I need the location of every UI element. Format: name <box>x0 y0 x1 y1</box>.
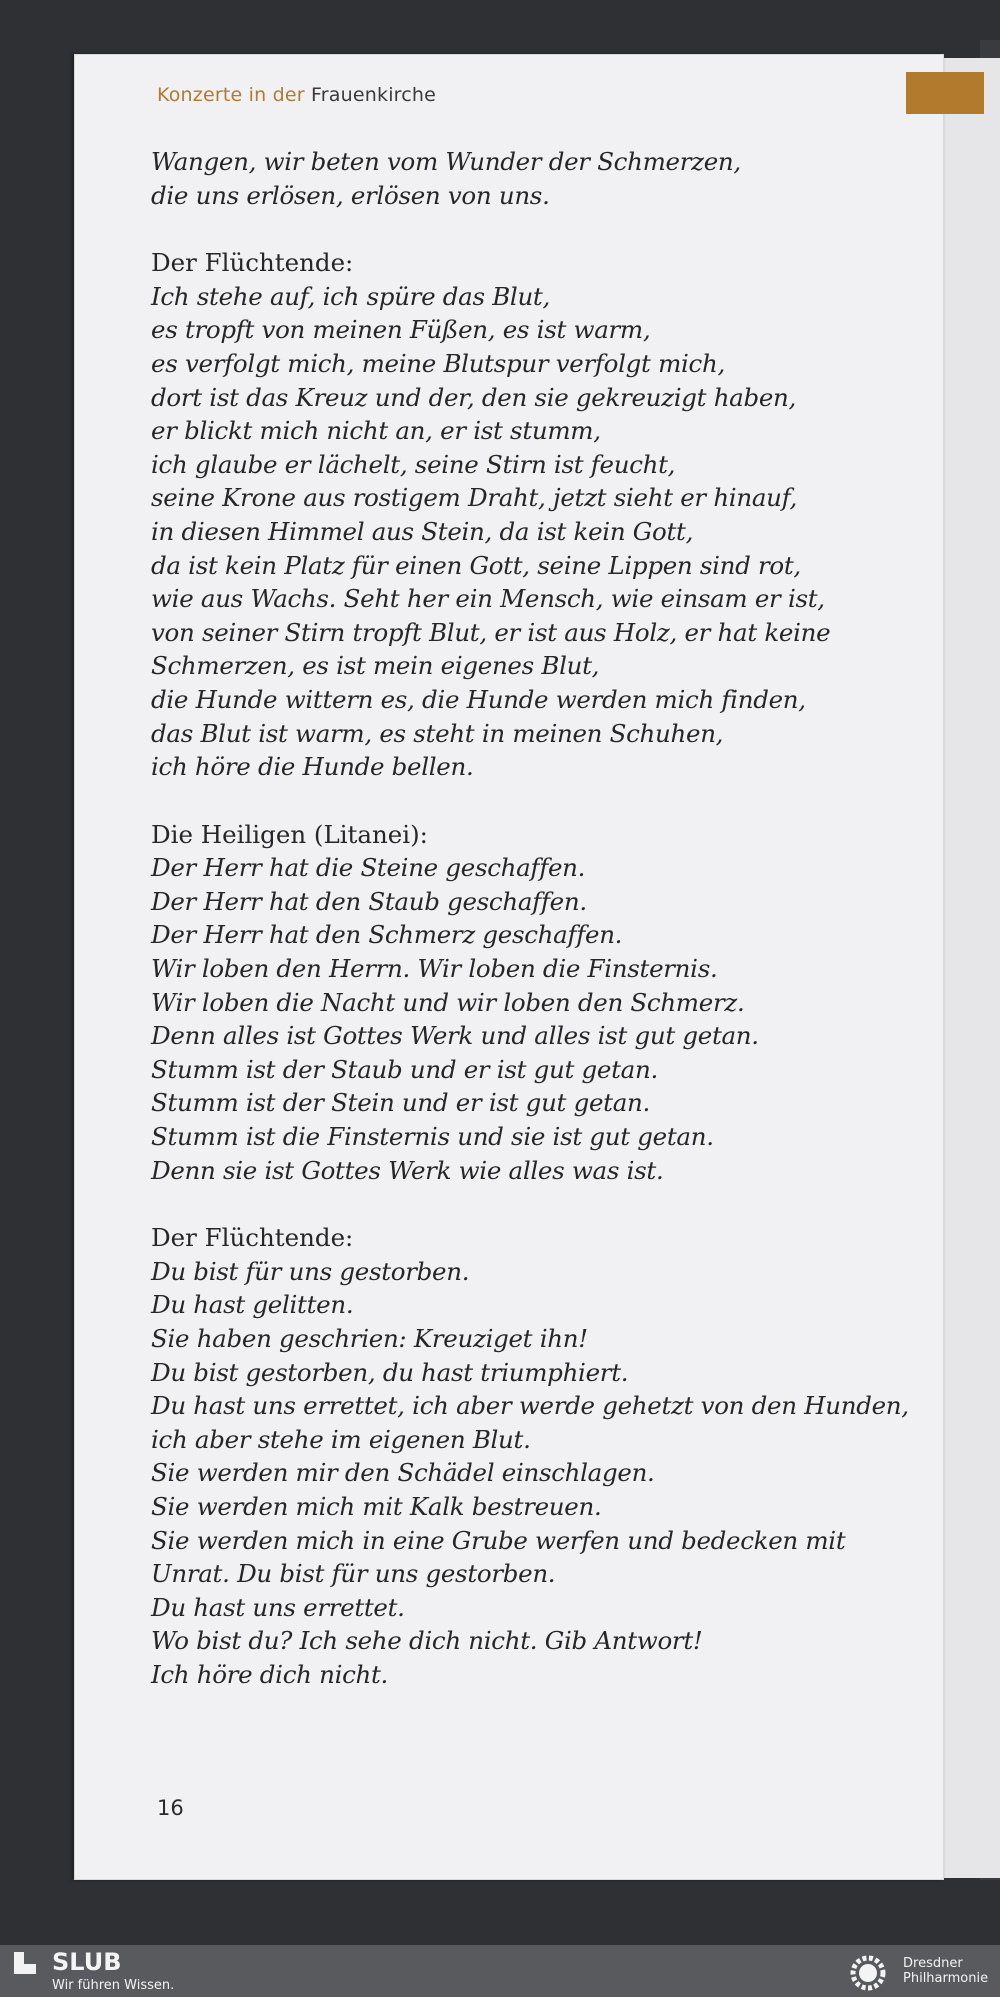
running-header <box>157 84 436 106</box>
header-venue: Frauenkirche <box>311 84 437 106</box>
next-page-edge <box>942 58 1000 1878</box>
verse-line: Sie haben geschrien: Kreuziget ihn! <box>151 1324 588 1353</box>
verse-line: das Blut ist warm, es steht in meinen Schuhen, <box>151 718 724 748</box>
stanza <box>151 246 911 784</box>
verse-line: die uns erlösen, erlösen von uns. <box>151 180 550 210</box>
verse-line: Denn alles ist Gottes Werk und alles ist gut getan. <box>151 1021 759 1051</box>
verse-line: er blickt mich nicht an, er ist stumm, <box>151 416 601 446</box>
partner-line-1: Dresdner <box>903 1956 963 1971</box>
partner-name[interactable] <box>903 1956 988 1986</box>
stanza <box>151 818 911 1188</box>
verse-line: ich höre die Hunde bellen. <box>151 752 474 782</box>
library-name[interactable]: SLUB <box>52 1948 122 1976</box>
verse-line: Unrat. Du bist für uns gestorben. <box>151 1559 556 1589</box>
verse-line: Stumm ist der Stein und er ist gut getan. <box>151 1088 650 1118</box>
verse-line: von seiner Stirn tropft Blut, er ist aus Holz, er hat keine <box>151 617 831 647</box>
verse-line: Wangen, wir beten vom Wunder der Schmerzen, <box>151 147 741 176</box>
verse-line: in diesen Himmel aus Stein, da ist kein Gott, <box>151 516 694 546</box>
verse-line: Stumm ist der Staub und er ist gut getan. <box>151 1054 658 1084</box>
verse-line: seine Krone aus rostigem Draht, jetzt sieht er hinauf, <box>151 483 797 513</box>
verse-line: Wo bist du? Ich sehe dich nicht. Gib Antwort! <box>151 1626 703 1656</box>
verse-line: es tropft von meinen Füßen, es ist warm, <box>151 315 651 345</box>
verse-line: Sie werden mich mit Kalk bestreuen. <box>151 1491 602 1521</box>
header-section: Konzerte in der <box>157 84 305 106</box>
library-tagline: Wir führen Wissen. <box>52 1978 175 1993</box>
verse-line: Wir loben den Herrn. Wir loben die Finsternis. <box>151 954 718 984</box>
verse-line: Der Herr hat den Staub geschaffen. <box>151 886 587 916</box>
page-number: 16 <box>157 1796 184 1820</box>
verse-line: da ist kein Platz für einen Gott, seine Lippen sind rot, <box>151 550 801 580</box>
stanza <box>151 1221 911 1691</box>
verse-line: ich glaube er lächelt, seine Stirn ist feucht, <box>151 449 676 479</box>
verse-line: Du hast uns errettet, ich aber werde gehetzt von den Hunden, <box>151 1391 909 1421</box>
speaker-label: Die Heiligen (Litanei): <box>151 819 428 849</box>
verse-line: dort ist das Kreuz und der, den sie gekreuzigt haben, <box>151 382 797 412</box>
partner-line-2: Philharmonie <box>903 1971 989 1986</box>
speaker-label: Der Flüchtende: <box>151 1223 354 1253</box>
verse-line: Du bist gestorben, du hast triumphiert. <box>151 1357 629 1387</box>
verse-line: ich aber stehe im eigenen Blut. <box>151 1424 531 1454</box>
verse-line: Du hast gelitten. <box>151 1290 354 1320</box>
verse-line: Schmerzen, es ist mein eigenes Blut, <box>151 651 600 681</box>
verse-line: Sie werden mich in eine Grube werfen und bedecken mit <box>151 1525 846 1555</box>
slub-logo-icon <box>14 1952 36 1974</box>
verse-line: Wir loben die Nacht und wir loben den Schmerz. <box>151 987 745 1017</box>
verse-line: es verfolgt mich, meine Blutspur verfolgt mich, <box>151 348 725 378</box>
verse-line: Du bist für uns gestorben. <box>151 1256 470 1286</box>
verse-line: wie aus Wachs. Seht her ein Mensch, wie einsam er ist, <box>151 584 825 614</box>
speaker-label: Der Flüchtende: <box>151 248 354 278</box>
poem-text <box>151 145 911 1726</box>
stanza <box>151 145 911 212</box>
verse-line: Ich höre dich nicht. <box>151 1659 389 1689</box>
section-tab-marker <box>906 72 984 114</box>
verse-line: Stumm ist die Finsternis und sie ist gut getan. <box>151 1122 714 1152</box>
verse-line: Der Herr hat den Schmerz geschaffen. <box>151 920 623 950</box>
verse-line: Denn sie ist Gottes Werk wie alles was ist. <box>151 1155 664 1185</box>
verse-line: die Hunde wittern es, die Hunde werden mich finden, <box>151 684 806 714</box>
verse-line: Ich stehe auf, ich spüre das Blut, <box>151 281 550 311</box>
verse-line: Du hast uns errettet. <box>151 1592 405 1622</box>
verse-line: Sie werden mir den Schädel einschlagen. <box>151 1458 655 1488</box>
philharmonie-logo-icon <box>842 1951 894 1995</box>
footer-bar <box>0 1945 1000 1997</box>
verse-line: Der Herr hat die Steine geschaffen. <box>151 853 586 883</box>
